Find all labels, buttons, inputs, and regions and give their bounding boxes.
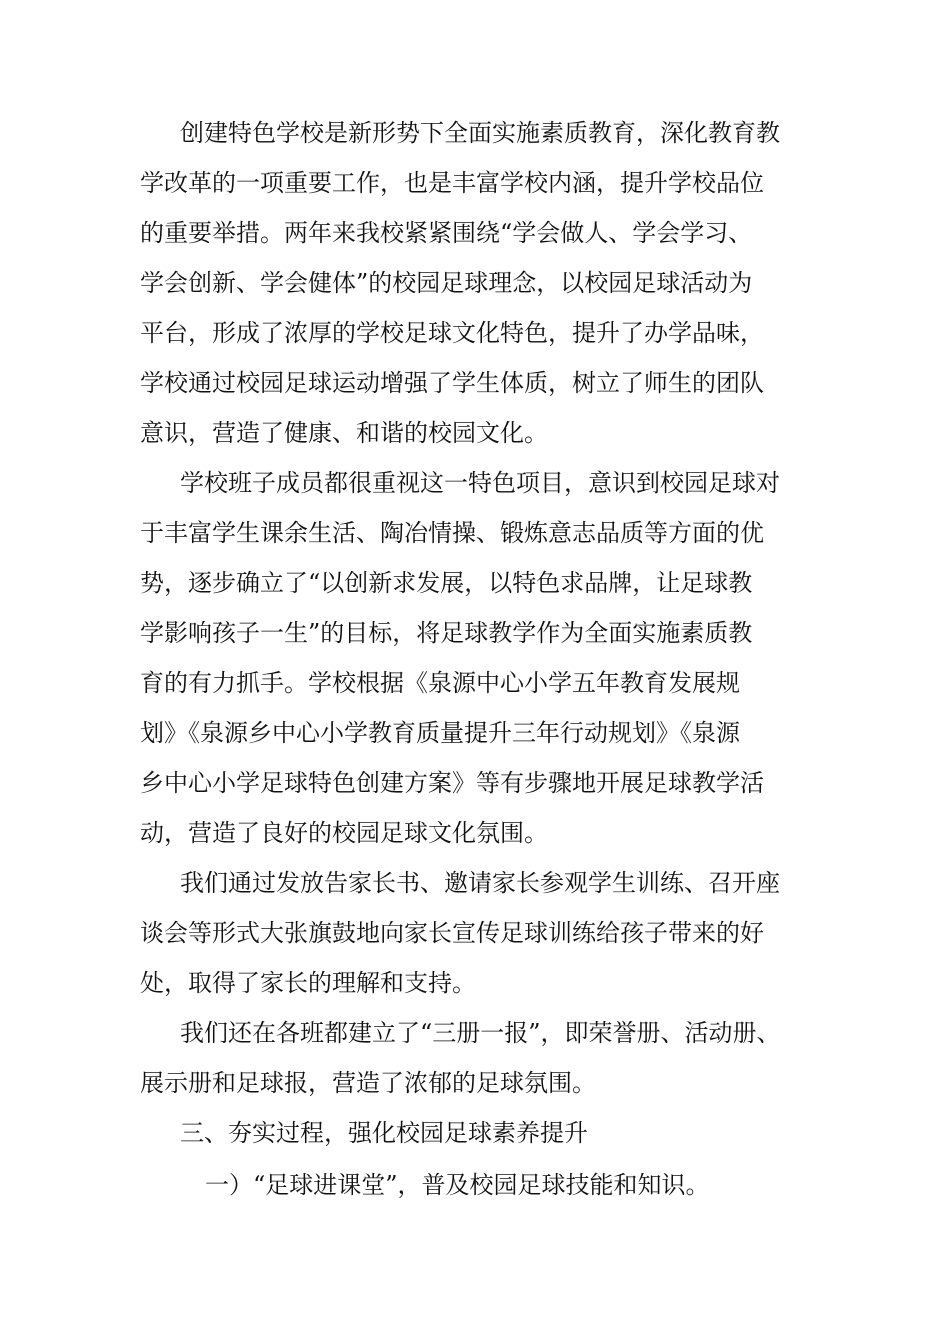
paragraph-2-line-7: 乡中心小学足球特色创建方案》等有步骤地开展足球教学活: [140, 769, 764, 797]
paragraph-2-line-3: 势，逐步确立了“以创新求发展，以特色求品牌，让足球教: [140, 569, 753, 597]
paragraph-4-line-2: 展示册和足球报，营造了浓郁的足球氛围。: [140, 1069, 596, 1097]
paragraph-3-line-1: 我们通过发放告家长书、邀请家长参观学生训练、召开座: [180, 869, 780, 897]
paragraph-3-line-3: 处，取得了家长的理解和支持。: [140, 969, 476, 997]
paragraph-2-line-6: 划》《泉源乡中心小学教育质量提升三年行动规划》《泉源: [140, 719, 740, 747]
paragraph-2-line-1: 学校班子成员都很重视这一特色项目，意识到校园足球对: [180, 469, 780, 497]
paragraph-2-line-4: 学影响孩子一生”的目标，将足球教学作为全面实施素质教: [140, 619, 753, 647]
paragraph-1-line-1: 创建特色学校是新形势下全面实施素质教育，深化教育教: [180, 119, 780, 147]
section-heading: 三、夯实过程，强化校园足球素养提升: [180, 1119, 588, 1147]
subsection-heading: 一）“足球进课堂”，普及校园足球技能和知识。: [205, 1171, 710, 1199]
paragraph-1-line-6: 学校通过校园足球运动增强了学生体质，树立了师生的团队: [140, 369, 764, 397]
paragraph-2-line-8: 动，营造了良好的校园足球文化氛围。: [140, 819, 548, 847]
paragraph-2-line-5: 育的有力抓手。学校根据《泉源中心小学五年教育发展规: [140, 669, 740, 697]
paragraph-1-line-3: 的重要举措。两年来我校紧紧围绕“学会做人、学会学习、: [140, 219, 753, 247]
paragraph-1-line-4: 学会创新、学会健体”的校园足球理念，以校园足球活动为: [140, 269, 753, 297]
paragraph-1-line-7: 意识，营造了健康、和谐的校园文化。: [140, 419, 548, 447]
paragraph-4-line-1: 我们还在各班都建立了“三册一报”，即荣誉册、活动册、: [180, 1019, 781, 1047]
paragraph-2-line-2: 于丰富学生课余生活、陶冶情操、锻炼意志品质等方面的优: [140, 519, 764, 547]
paragraph-3-line-2: 谈会等形式大张旗鼓地向家长宣传足球训练给孩子带来的好: [140, 919, 764, 947]
paragraph-1-line-2: 学改革的一项重要工作，也是丰富学校内涵，提升学校品位: [140, 169, 764, 197]
paragraph-1-line-5: 平台，形成了浓厚的学校足球文化特色，提升了办学品味，: [140, 319, 764, 347]
